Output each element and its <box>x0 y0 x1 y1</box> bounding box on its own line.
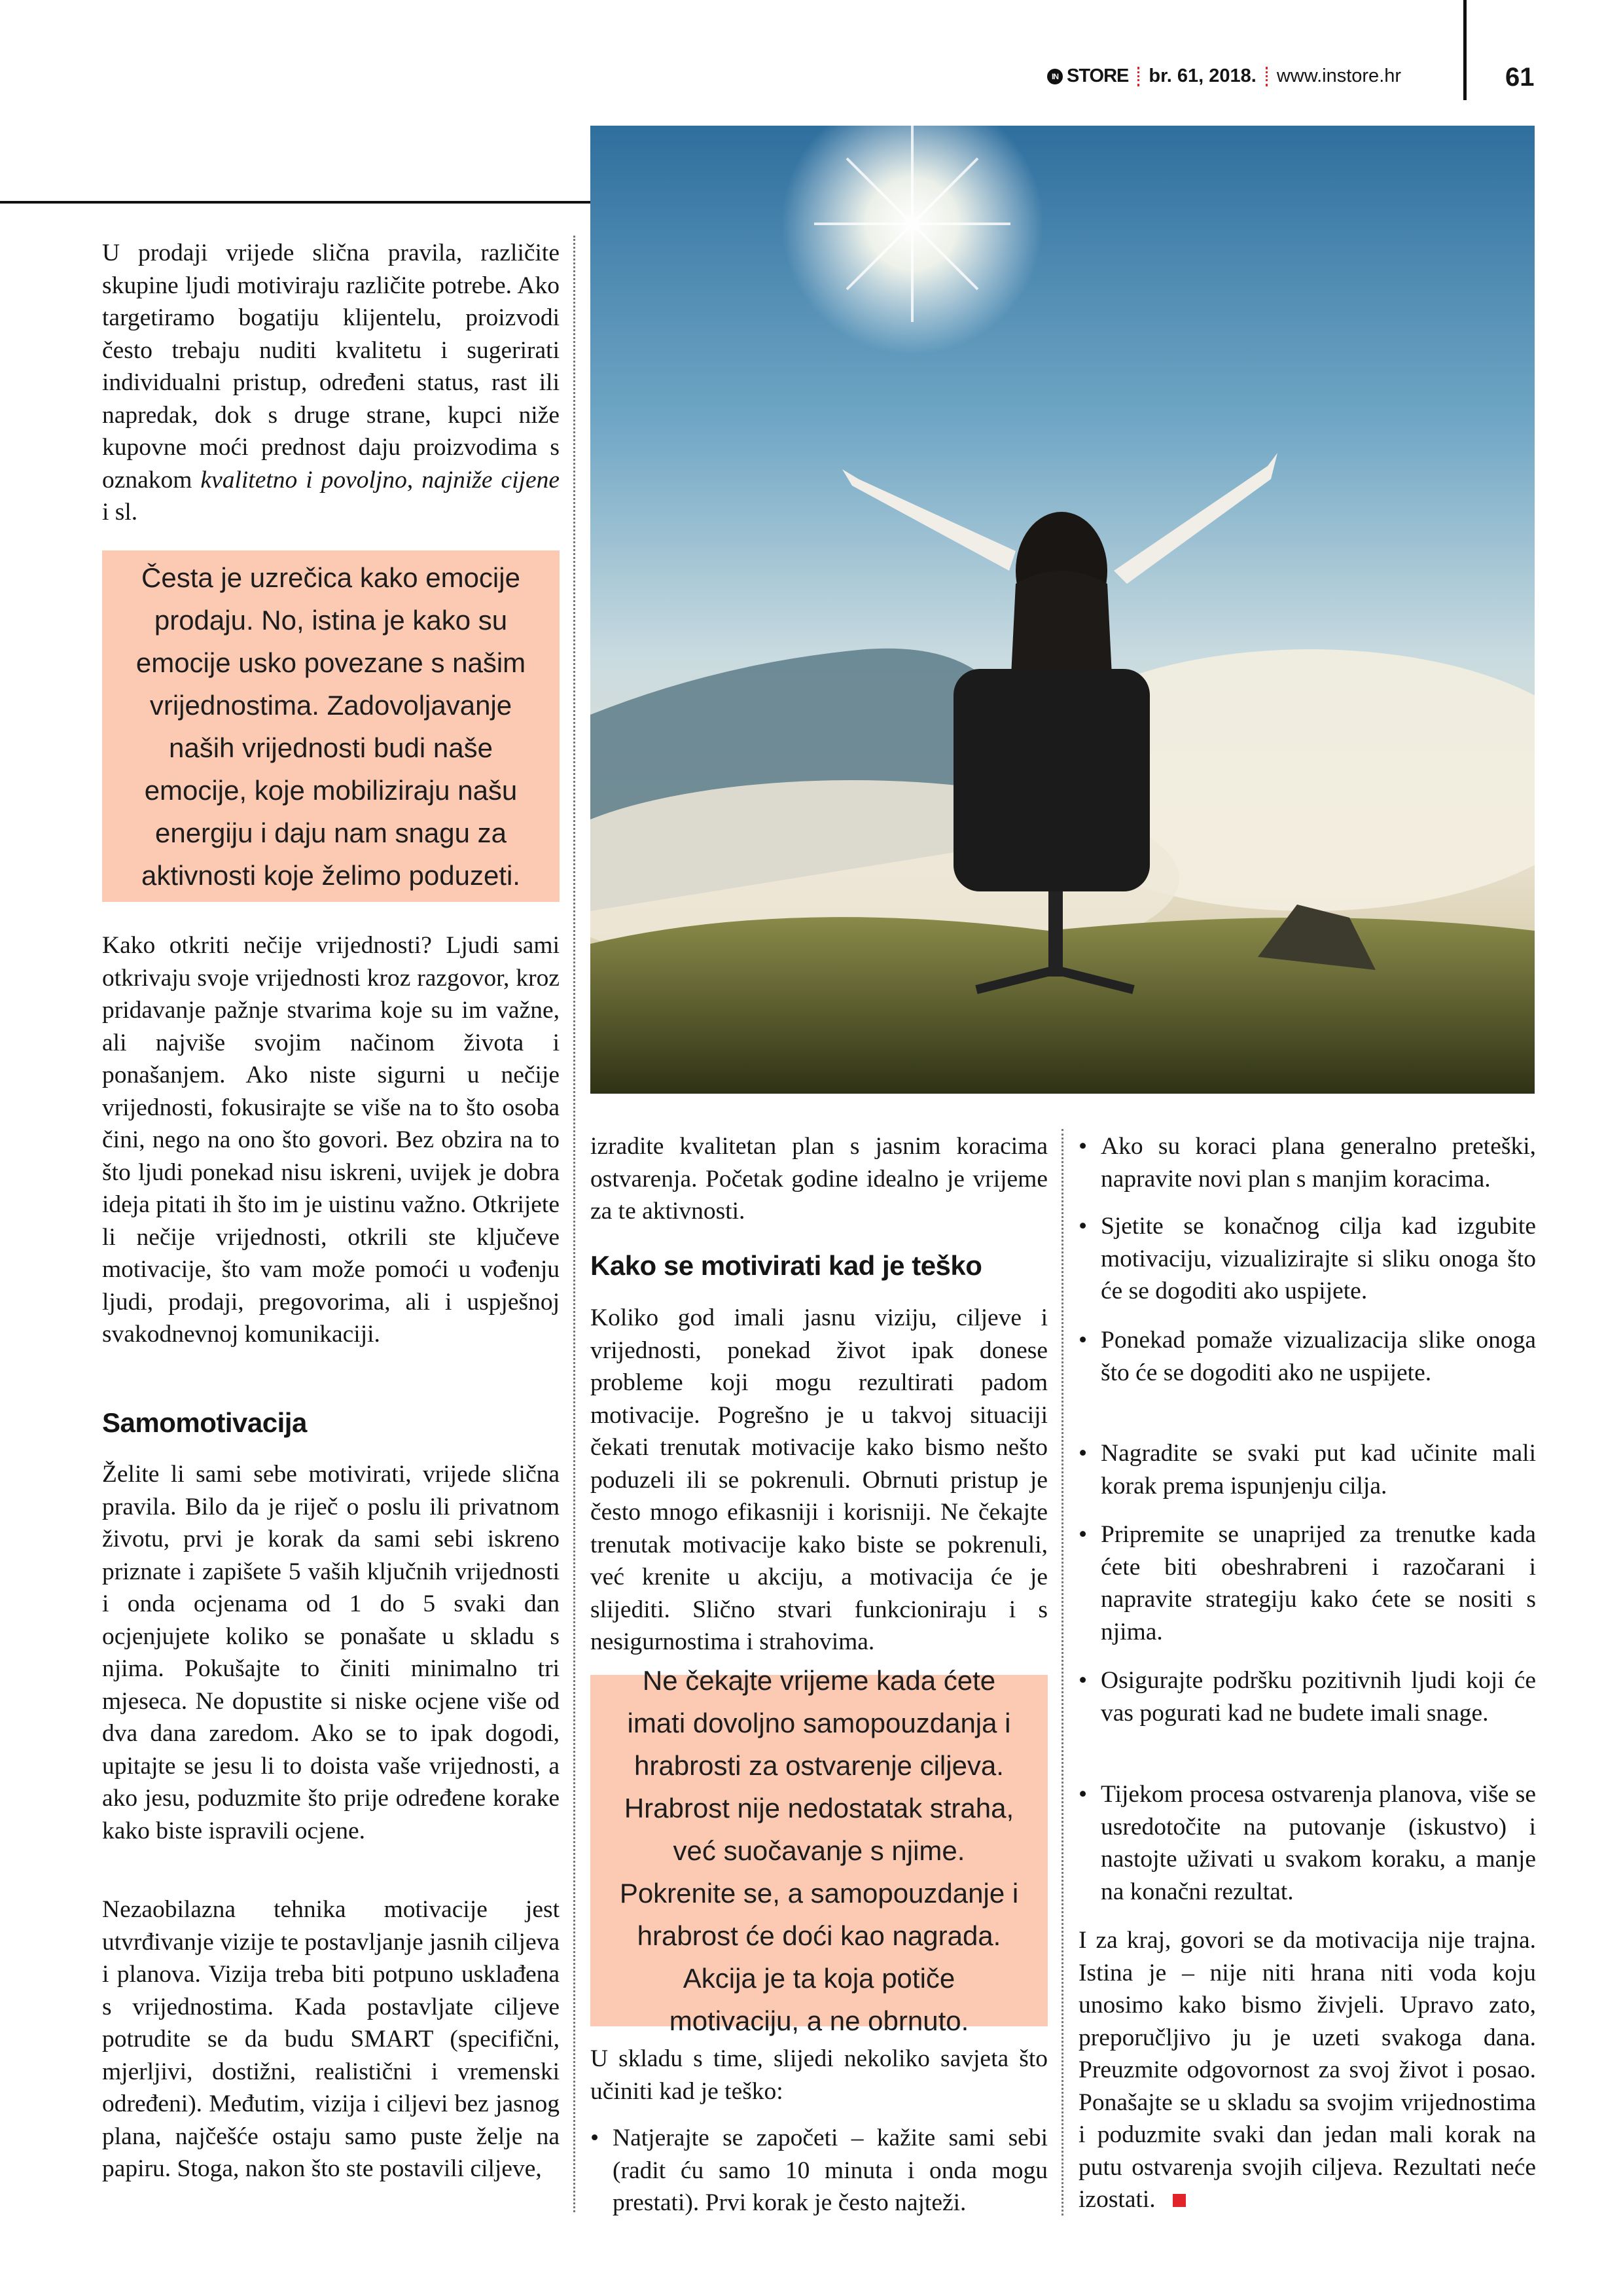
magazine-logo <box>1047 65 1128 87</box>
divider <box>1137 67 1139 86</box>
bullet-icon: • <box>1079 1213 1088 1240</box>
end-mark-icon <box>1173 2194 1186 2207</box>
tip-list-item <box>1079 1210 1536 1308</box>
tip-text: Nagradite se svaki put kad učinite mali korak prema ispunjenju cilja. <box>1101 1440 1536 1499</box>
vision-paragraph: Nezaobilazna tehnika motivacije jest utvrđivanje vizije te postavljanje jasnih ciljeva i planova. Vizija treba biti potpuno usklađena s vrijednostima. Kada postavljate ciljeve potrudite se da budu SMART (specifični, mjerljivi, dostižni, realistični i vremenski određeni). Međutim, vizija i ciljevi bez jasnog plana, najčešće ostaju samo puste želje na papiru. Stoga, nakon što ste postavili ciljeve, <box>102 1896 560 2182</box>
section-rule <box>0 201 590 204</box>
hard-times-paragraph: Koliko god imali jasnu viziju, ciljeve i vrijednosti, ponekad život ipak donese probleme koji mogu rezultirati padom motivacije. Pogrešno je u takvoj situaciji čekati trenutak motivacije kako bismo nešto poduzeli ili se pokrenuli. Obrnuti pristup je često mnogo efikasniji i korisniji. Ne čekajte trenutak motivacije kako biste se pokrenuli, već krenite u akciju, a motivacija će je slijediti. Slično stvari funkcioniraju i s nesigurnostima i strahovima. <box>590 1304 1048 1655</box>
closing-paragraph <box>1079 1924 1536 2216</box>
column-separator <box>1061 1129 1063 2215</box>
tips-intro-paragraph: U skladu s time, slijedi nekoliko savjeta što učiniti kad je teško: <box>590 2045 1048 2105</box>
values-paragraph: Kako otkriti nečije vrijednosti? Ljudi sami otkrivaju svoje vrijednosti kroz razgovor, kroz pridavanje pažnje stvarima koje su im važne, ali najviše svojim načinom života i ponašanjem. Ako niste sigurni u nečije vrijednosti, fokusirajte se više na to što osoba čini, nego na ono što govori. Bez obzira na to što ljudi ponekad nisu iskreni, uvijek je dobra ideja pitati ih što im je uistinu važno. Otkrijete li nečije vrijednosti, otkrili ste ključeve motivacije, što vam može pomoći u vođenju ljudi, prodaji, pregovorima, ali i uspješnoj svakodnevnoj komunikaciji. <box>102 932 560 1348</box>
divider <box>1266 67 1268 86</box>
bullet-icon: • <box>1079 1521 1088 1548</box>
plan-paragraph: izradite kvalitetan plan s jasnim koracima ostvarenja. Početak godine idealno je vrijeme za te aktivnosti. <box>590 1133 1048 1225</box>
tip-text: Ako su koraci plana generalno preteški, napravite novi plan s manjim koracima. <box>1101 1133 1536 1193</box>
tip-list-item <box>1079 1664 1536 1729</box>
page-number: 61 <box>1505 63 1535 92</box>
tip-list-item <box>1079 1130 1536 1195</box>
pull-quote: Ne čekajte vrijeme kada ćete imati dovoljno samopouzdanja i hrabrosti za ostvarenje ciljeva. Hrabrost nije nedostatak straha, već suočavanje s njime. Pokrenite se, a samopouzdanje i hrabrost će doći kao nagrada. Akcija je ta koja potiče motivaciju, a ne obrnuto. <box>590 1675 1048 2026</box>
tip-list-item <box>1079 1778 1536 1908</box>
tip-list-item <box>1079 1324 1536 1389</box>
tip-list-item <box>590 2122 1048 2219</box>
tip-list-item <box>1079 1518 1536 1648</box>
website-link[interactable]: www.instore.hr <box>1276 65 1402 86</box>
closing-text: I za kraj, govori se da motivacija nije trajna. Istina je – nije niti hrana niti voda koju unosimo kako bismo živjeli. Upravo zato, preporučljivo ju je uzeti svakoga dana. Preuzmite odgovornost za svoj život i posao. Ponašajte se u skladu sa svojim vrijednostima i poduzmite svaki dan jedan mali korak na putu ostvarenja svojih ciljeva. Rezultati neće izostati. <box>1079 1927 1536 2213</box>
italic-phrase: najniže cijene <box>421 466 560 493</box>
self-motivation-paragraph: Želite li sami sebe motivirati, vrijede slična pravila. Bilo da je riječ o poslu ili privatnom životu, prvi je korak da sami sebi iskreno priznate i zapišete 5 vaših ključnih vrijednosti i onda ocjenama od 1 do 5 svaki dan ocjenjujete koliko se ponašate u skladu s njima. Pokušajte to činiti minimalno tri mjeseca. Ne dopustite si niske ocjene više od dva dana zaredom. Ako se to ipak dogodi, upitajte se jesu li to doista vaše vrijednosti, a ako jesu, poduzmite što prije određene korake kako biste ispravili ocjene. <box>102 1461 560 1844</box>
issue-number: br. 61, 2018. <box>1149 65 1257 86</box>
italic-phrase: kvalitetno i povoljno <box>200 466 407 493</box>
paragraph-text: , <box>406 466 422 493</box>
tip-text: Osigurajte podršku pozitivnih ljudi koji će vas pogurati kad ne budete imali snage. <box>1101 1667 1536 1727</box>
bullet-icon: • <box>1079 1327 1088 1354</box>
tip-text: Natjerajte se započeti – kažite sami sebi (radit ću samo 10 minuta i onda mogu prestati). Prvi korak je često najteži. <box>613 2125 1048 2216</box>
bullet-icon: • <box>1079 1440 1088 1467</box>
hero-photo-woman-on-chair-above-clouds <box>590 126 1535 1094</box>
tip-text: Sjetite se konačnog cilja kad izgubite motivaciju, vizualizirajte si sliku onoga što će se dogoditi ako uspijete. <box>1101 1213 1536 1304</box>
logo-badge: IN <box>1047 69 1063 84</box>
tip-text: Tijekom procesa ostvarenja planova, više se usredotočite na putovanje (iskustvo) i nastojte uživati u svakom koraku, a manje na konačni rezultat. <box>1101 1781 1536 1905</box>
paragraph-text: U prodaji vrijede slična pravila, različite skupine ljudi motiviraju različite potrebe. Ako targetiramo bogatiju klijentelu, proizvodi često trebaju nuditi kvalitetu i sugerirati individualni pristup, određeni status, rast ili napredak, dok s druge strane, kupci niže kupovne moći prednost daju proizvodima s oznakom <box>102 240 560 493</box>
intro-paragraph <box>102 237 560 529</box>
header-rule <box>1463 0 1467 100</box>
tip-text: Pripremite se unaprijed za trenutke kada ćete biti obeshrabreni i razočarani i napravite strategiju kako ćete se nositi s njima. <box>1101 1521 1536 1645</box>
logo-word: STORE <box>1067 65 1129 86</box>
bullet-icon: • <box>590 2125 599 2151</box>
column-separator <box>573 236 575 2212</box>
paragraph-text: i sl. <box>102 499 138 526</box>
bullet-icon: • <box>1079 1667 1088 1694</box>
tip-text: Ponekad pomaže vizualizacija slike onoga što će se dogoditi ako ne uspijete. <box>1101 1327 1536 1386</box>
running-header <box>1047 65 1414 87</box>
bullet-icon: • <box>1079 1133 1088 1160</box>
section-heading: Samomotivacija <box>102 1407 307 1438</box>
pull-quote: Česta je uzrečica kako emocije prodaju. No, istina je kako su emocije usko povezane s našim vrijednostima. Zadovoljavanje naših vrijednosti budi naše emocije, koje mobiliziraju našu energiju i daju nam snagu za aktivnosti koje želimo poduzeti. <box>102 550 560 902</box>
tip-list-item <box>1079 1437 1536 1502</box>
bullet-icon: • <box>1079 1781 1088 1808</box>
section-heading: Kako se motivirati kad je teško <box>590 1250 982 1281</box>
